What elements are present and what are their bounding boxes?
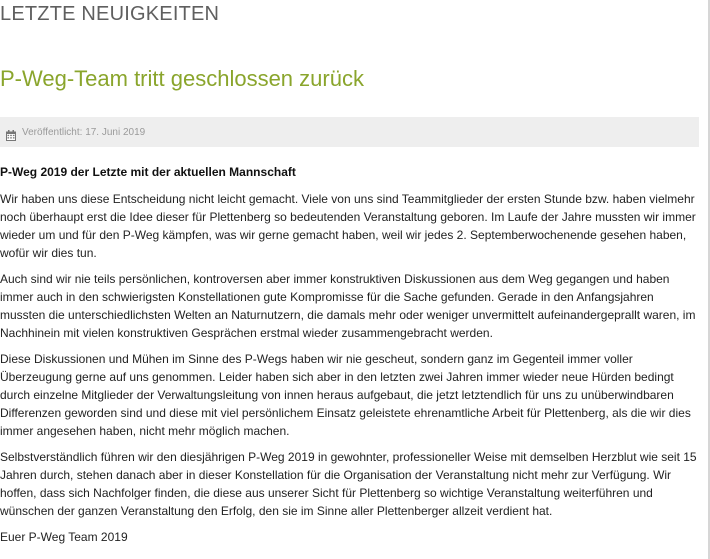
article-subheading: P-Weg 2019 der Letzte mit der aktuellen Mannschaft [0,165,296,179]
article-signature: Euer P-Weg Team 2019 [0,530,128,544]
article-meta-bar [0,117,699,147]
calendar-icon [6,128,16,139]
article-title[interactable]: P-Weg-Team tritt geschlossen zurück [0,66,364,91]
article-body [0,160,700,554]
article-paragraph-2: Auch sind wir nie teils persönlichen, kontroversen aber immer konstruktiven Diskussionen aus dem Weg gegangen und haben immer auch in den schwierigsten Konstellationen gute Kompromisse für die Sache gefunden. Gerade in den Anfangsjahren mussten die unterschiedlichsten Welten an Naturnutzern, die damals mehr oder weniger unvermittelt aufeinandergeprallt waren, im Nachhinein mit vielen konstruktiven Gesprächen erstmal wieder zusammengebracht werden. [0,272,696,340]
article-paragraph-1: Wir haben uns diese Entscheidung nicht leicht gemacht. Viele von uns sind Teammitglieder der ersten Stunde bzw. haben vielmehr noch überhaupt erst die Idee dieser für Plettenberg so bedeutenden Veranstaltung geboren. Im Laufe der Jahre mussten wir immer wieder um und für den P-Weg kämpfen, was wir gerne gemacht haben, weil wir jedes 2. Septemberwochenende gesehen haben, wofür wir dies tun. [0,192,696,260]
article-paragraph-4: Selbstverständlich führen wir den diesjährigen P-Weg 2019 in gewohnter, professioneller Weise mit demselben Herzblut wie seit 15 Jahren durch, stehen danach aber in dieser Konstellation für die Organisation der Veranstaltung nicht mehr zur Verfügung. Wir hoffen, dass sich Nachfolger finden, die diese aus unserer Sicht für Plettenberg so wichtige Veranstaltung weiterführen und wünschen der ganzen Veranstaltung den Erfolg, den sie im Sinne aller Plettenberger allzeit verdient hat. [0,450,697,518]
article-paragraph-3: Diese Diskussionen und Mühen im Sinne des P-Wegs haben wir nie gescheut, sondern ganz im Gegenteil immer voller Überzeugung gerne auf uns genommen. Leider haben sich aber in den letzten zwei Jahren immer wieder neue Hürden bedingt durch einzelne Mitglieder der Verwaltungsleitung von innen heraus aufgebaut, die jetzt letztendlich für uns zu unüberwindbaren Differenzen geworden sind und diese mit viel persönlichem Einsatz geleistete ehrenamtliche Arbeit für Plettenberg, als die wir dies immer angesehen haben, nicht mehr möglich machen. [0,352,691,438]
section-title: LETZTE NEUIGKEITEN [0,3,220,25]
published-date: Veröffentlicht: 17. Juni 2019 [22,126,146,138]
